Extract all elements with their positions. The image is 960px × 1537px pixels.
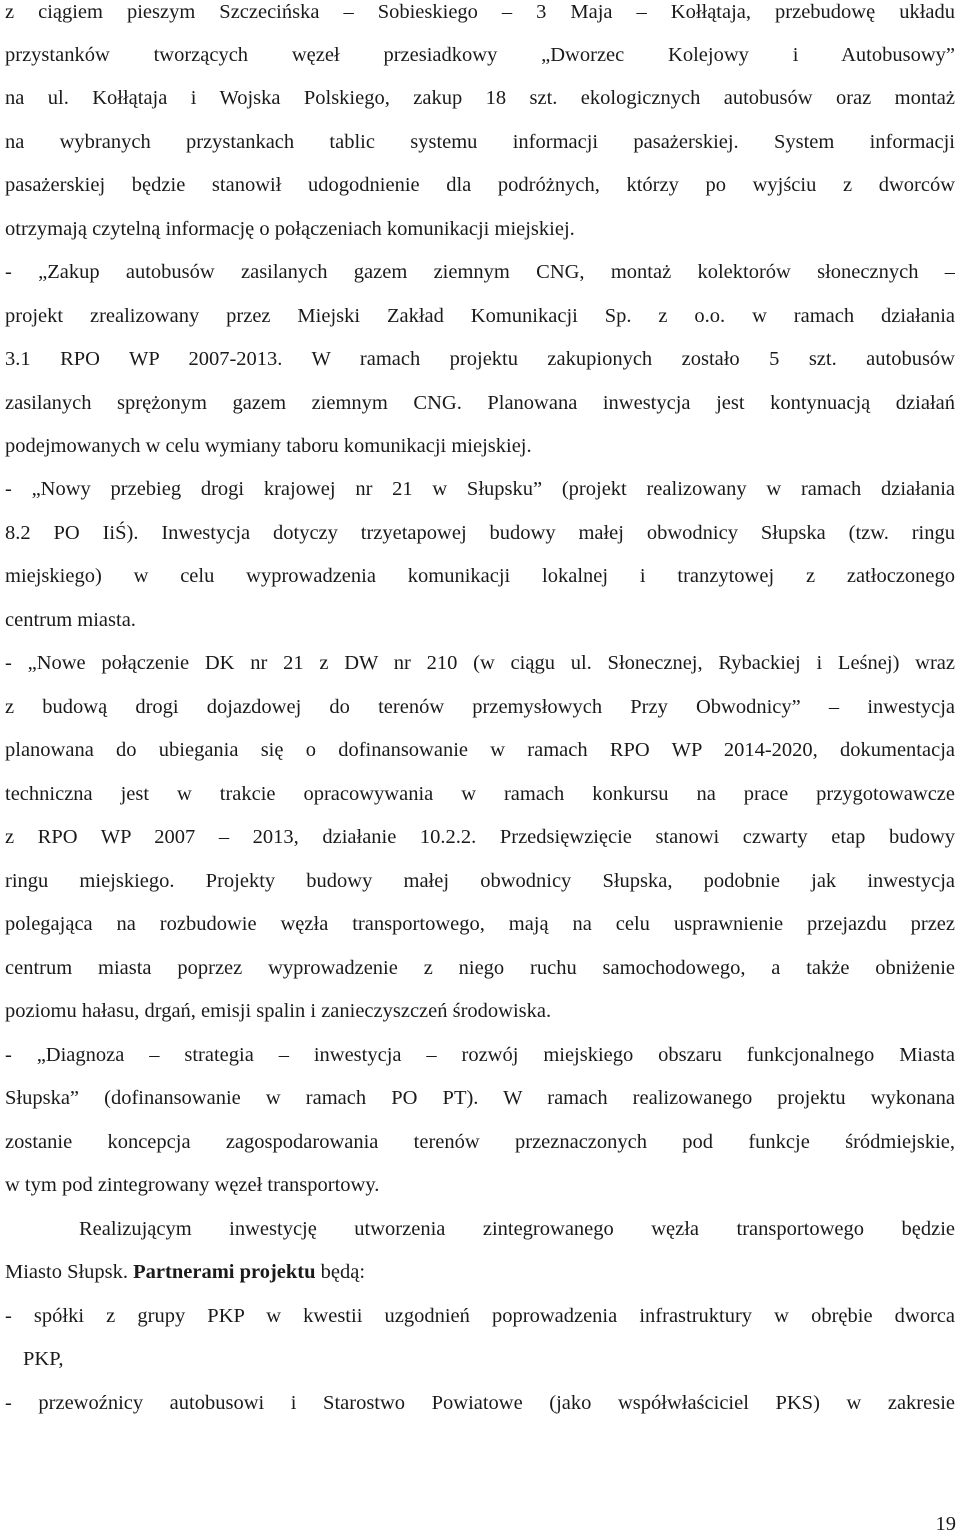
text-line: polegająca na rozbudowie węzła transportowego, mają na celu usprawnienie przejazdu przez	[5, 913, 955, 935]
text-line: pasażerskiej będzie stanowił udogodnienie dla podróżnych, którzy po wyjściu z dworców	[5, 174, 955, 196]
text-line: PKP,	[23, 1348, 64, 1370]
text-line: z RPO WP 2007 – 2013, działanie 10.2.2. Przedsięwzięcie stanowi czwarty etap budowy	[5, 826, 955, 848]
text-line: centrum miasta poprzez wyprowadzenie z niego ruchu samochodowego, a także obniżenie	[5, 957, 955, 979]
text-line: miejskiego) w celu wyprowadzenia komunikacji lokalnej i tranzytowej z zatłoczonego	[5, 565, 955, 587]
text-line: zasilanych sprężonym gazem ziemnym CNG. Planowana inwestycja jest kontynuacją działań	[5, 392, 955, 414]
text-line: z ciągiem pieszym Szczecińska – Sobieskiego – 3 Maja – Kołłątaja, przebudowę układu	[5, 1, 955, 23]
partners-line-before: Miasto Słupsk.	[5, 1261, 134, 1283]
text-line: projekt zrealizowany przez Miejski Zakład Komunikacji Sp. z o.o. w ramach działania	[5, 305, 955, 327]
partners-line-after: będą:	[315, 1261, 366, 1283]
text-line: otrzymają czytelną informację o połączeniach komunikacji miejskiej.	[5, 218, 575, 240]
text-line: - „Zakup autobusów zasilanych gazem ziemnym CNG, montaż kolektorów słonecznych –	[5, 261, 955, 283]
text-line: na wybranych przystankach tablic systemu informacji pasażerskiej. System informacji	[5, 131, 955, 153]
text-line: - „Nowe połączenie DK nr 21 z DW nr 210 (w ciągu ul. Słonecznej, Rybackiej i Leśnej) wraz	[5, 652, 955, 674]
document-page	[5, 0, 955, 1537]
text-line: Realizującym inwestycję utworzenia zintegrowanego węzła transportowego będzie	[79, 1218, 955, 1240]
text-line: na ul. Kołłątaja i Wojska Polskiego, zakup 18 szt. ekologicznych autobusów oraz montaż	[5, 87, 955, 109]
text-line: - „Diagnoza – strategia – inwestycja – rozwój miejskiego obszaru funkcjonalnego Miasta	[5, 1044, 955, 1066]
text-line: podejmowanych w celu wymiany taboru komunikacji miejskiej.	[5, 435, 532, 457]
page-number: 19	[935, 1513, 956, 1535]
text-line: Słupska” (dofinansowanie w ramach PO PT). W ramach realizowanego projektu wykonana	[5, 1087, 955, 1109]
text-line: - „Nowy przebieg drogi krajowej nr 21 w Słupsku” (projekt realizowany w ramach działania	[5, 478, 955, 500]
text-line: ringu miejskiego. Projekty budowy małej obwodnicy Słupska, podobnie jak inwestycja	[5, 870, 955, 892]
text-line: poziomu hałasu, drgań, emisji spalin i zanieczyszczeń środowiska.	[5, 1000, 552, 1022]
partners-line	[5, 1257, 955, 1287]
text-line: przystanków tworzących węzeł przesiadkowy „Dworzec Kolejowy i Autobusowy”	[5, 44, 955, 66]
text-line: 8.2 PO IiŚ). Inwestycja dotyczy trzyetapowej budowy małej obwodnicy Słupska (tzw. ringu	[5, 522, 955, 544]
text-line: centrum miasta.	[5, 609, 136, 631]
text-line: z budową drogi dojazdowej do terenów przemysłowych Przy Obwodnicy” – inwestycja	[5, 696, 955, 718]
partners-label: Partnerami projektu	[133, 1261, 316, 1283]
text-line: w tym pod zintegrowany węzeł transportowy.	[5, 1174, 380, 1196]
text-line: - przewoźnicy autobusowi i Starostwo Powiatowe (jako współwłaściciel PKS) w zakresie	[5, 1392, 955, 1414]
text-line: - spółki z grupy PKP w kwestii uzgodnień poprowadzenia infrastruktury w obrębie dworca	[5, 1305, 955, 1327]
text-line: planowana do ubiegania się o dofinansowanie w ramach RPO WP 2014-2020, dokumentacja	[5, 739, 955, 761]
text-line: zostanie koncepcja zagospodarowania terenów przeznaczonych pod funkcje śródmiejskie,	[5, 1131, 955, 1153]
text-line: techniczna jest w trakcie opracowywania w ramach konkursu na prace przygotowawcze	[5, 783, 955, 805]
text-line: 3.1 RPO WP 2007-2013. W ramach projektu zakupionych zostało 5 szt. autobusów	[5, 348, 955, 370]
